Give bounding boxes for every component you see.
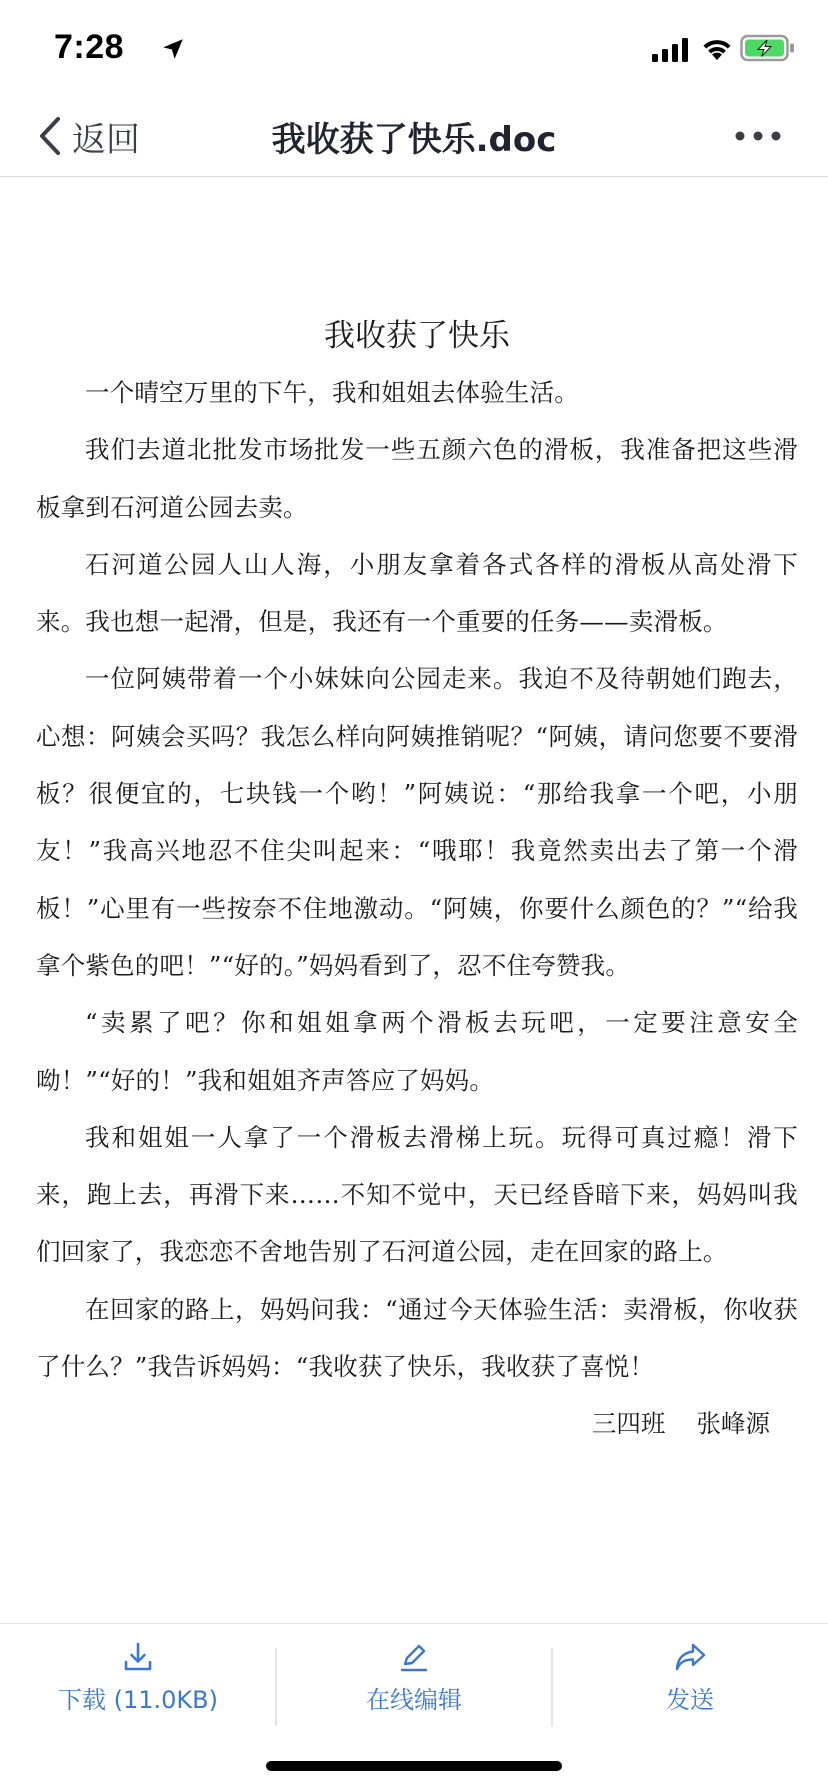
status-time: 7:28 — [54, 28, 125, 66]
more-dots-icon[interactable] — [732, 120, 784, 152]
send-button[interactable] — [552, 1640, 828, 1740]
back-label: 返回 — [72, 119, 140, 160]
document-title: 我收获了快乐 — [324, 318, 510, 354]
online-edit-label: 在线编辑 — [366, 1686, 462, 1714]
document-paragraph: 一位阿姨带着一个小妹妹向公园走来。我迫不及待朝她们跑去，心想：阿姨会买吗？我怎么样向阿姨推销呢？“阿姨，请问您要不要滑板？很便宜的，七块钱一个哟！”阿姨说：“那给我拿一个吧，小朋友！”我高兴地忍不住尖叫起来：“哦耶！我竟然卖出去了第一个滑板！”心里有一些按奈不住地激动。“阿姨，你要什么颜色的？”“给我拿个紫色的吧！”“好的。”妈妈看到了，忍不住夸赞我。 — [36, 664, 798, 980]
document-paragraph: 一个晴空万里的下午，我和姐姐去体验生活。 — [85, 378, 579, 407]
share-send-icon — [673, 1640, 707, 1674]
document-paragraph: 我们去道北批发市场批发一些五颜六色的滑板，我准备把这些滑板拿到石河道公园去卖。 — [36, 435, 798, 522]
page-title: 我收获了快乐.doc — [271, 120, 557, 160]
wifi-icon — [700, 34, 734, 62]
status-bar — [0, 0, 828, 96]
location-arrow-icon — [160, 36, 186, 62]
online-edit-button[interactable] — [276, 1640, 552, 1740]
download-label: 下载 (11.0KB) — [58, 1686, 218, 1714]
document-paragraph: 在回家的路上，妈妈问我：“通过今天体验生活：卖滑板，你收获了什么？”我告诉妈妈：“我收获了快乐，我收获了喜悦！ — [36, 1294, 798, 1382]
battery-charging-icon — [740, 34, 796, 62]
document-viewer — [36, 310, 798, 1453]
document-signature: 三四班 张峰源 — [591, 1409, 770, 1439]
cellular-signal-icon — [652, 38, 690, 62]
document-paragraph: “卖累了吧？你和姐姐拿两个滑板去玩吧，一定要注意安全呦！”“好的！”我和姐姐齐声答应了妈妈。 — [36, 1008, 798, 1095]
pencil-edit-icon — [397, 1640, 431, 1674]
home-indicator — [266, 1761, 562, 1771]
send-label: 发送 — [666, 1686, 714, 1714]
nav-bar — [0, 96, 828, 177]
document-paragraph: 我和姐姐一人拿了一个滑板去滑梯上玩。玩得可真过瘾！滑下来，跑上去，再滑下来……不知不觉中，天已经昏暗下来，妈妈叫我们回家了，我恋恋不舍地告别了石河道公园，走在回家的路上。 — [36, 1122, 798, 1267]
download-icon — [121, 1640, 155, 1674]
download-button[interactable] — [0, 1640, 276, 1740]
document-paragraph: 石河道公园人山人海，小朋友拿着各式各样的滑板从高处滑下来。我也想一起滑，但是，我还有一个重要的任务——卖滑板。 — [36, 549, 798, 637]
